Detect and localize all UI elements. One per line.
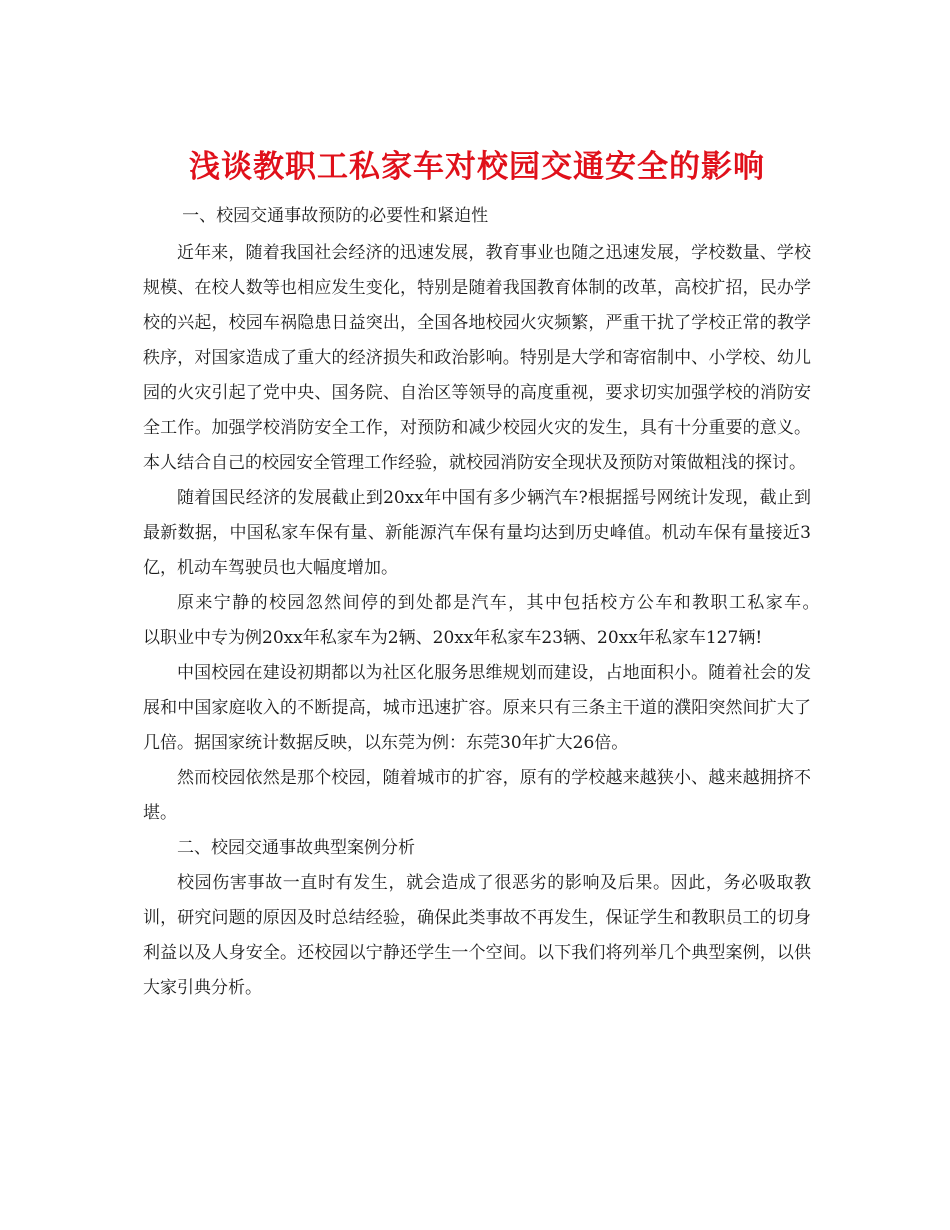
paragraph: 然而校园依然是那个校园，随着城市的扩容，原有的学校越来越狭小、越来越拥挤不堪。 [143,768,811,823]
section-heading-1: 一、校园交通事故预防的必要性和紧迫性 [182,206,489,226]
paragraph: 校园伤害事故一直时有发生，就会造成了很恶劣的影响及后果。因此，务必吸取教训，研究问题的原因及时总结经验，确保此类事故不再发生，保证学生和教职员工的切身利益以及人身安全。还校园以宁静还学生一个空间。以下我们将列举几个典型案例，以供大家引典分析。 [143,873,811,998]
paragraph: 近年来，随着我国社会经济的迅速发展，教育事业也随之迅速发展，学校数量、学校规模、在校人数等也相应发生变化，特别是随着我国教育体制的改革，高校扩招，民办学校的兴起，校园车祸隐患日益突出，全国各地校园火灾频繁，严重干扰了学校正常的教学秩序，对国家造成了重大的经济损失和政治影响。特别是大学和寄宿制中、小学校、幼儿园的火灾引起了党中央、国务院、自治区等领导的高度重视，要求切实加强学校的消防安全工作。加强学校消防安全工作，对预防和减少校园火灾的发生，具有十分重要的意义。本人结合自己的校园安全管理工作经验，就校园消防安全现状及预防对策做粗浅的探讨。 [143,243,811,473]
document-title: 浅谈教职工私家车对校园交通安全的影响 [189,148,765,185]
paragraph: 随着国民经济的发展截止到20xx年中国有多少辆汽车?根据摇号网统计发现，截止到最新数据，中国私家车保有量、新能源汽车保有量均达到历史峰值。机动车保有量接近3亿，机动车驾驶员也大幅度增加。 [143,488,811,578]
paragraph: 原来宁静的校园忽然间停的到处都是汽车，其中包括校方公车和教职工私家车。 以职业中专为例20xx年私家车为2辆、20xx年私家车23辆、20xx年私家车127辆! [143,593,845,648]
document-body [143,200,845,1006]
section-heading-2: 二、校园交通事故典型案例分析 [177,838,415,858]
paragraph: 中国校园在建设初期都以为社区化服务思维规划而建设，占地面积小。随着社会的发展和中国家庭收入的不断提高，城市迅速扩容。原来只有三条主干道的濮阳突然间扩大了几倍。据国家统计数据反映，以东莞为例：东莞30年扩大26倍。 [143,663,811,753]
